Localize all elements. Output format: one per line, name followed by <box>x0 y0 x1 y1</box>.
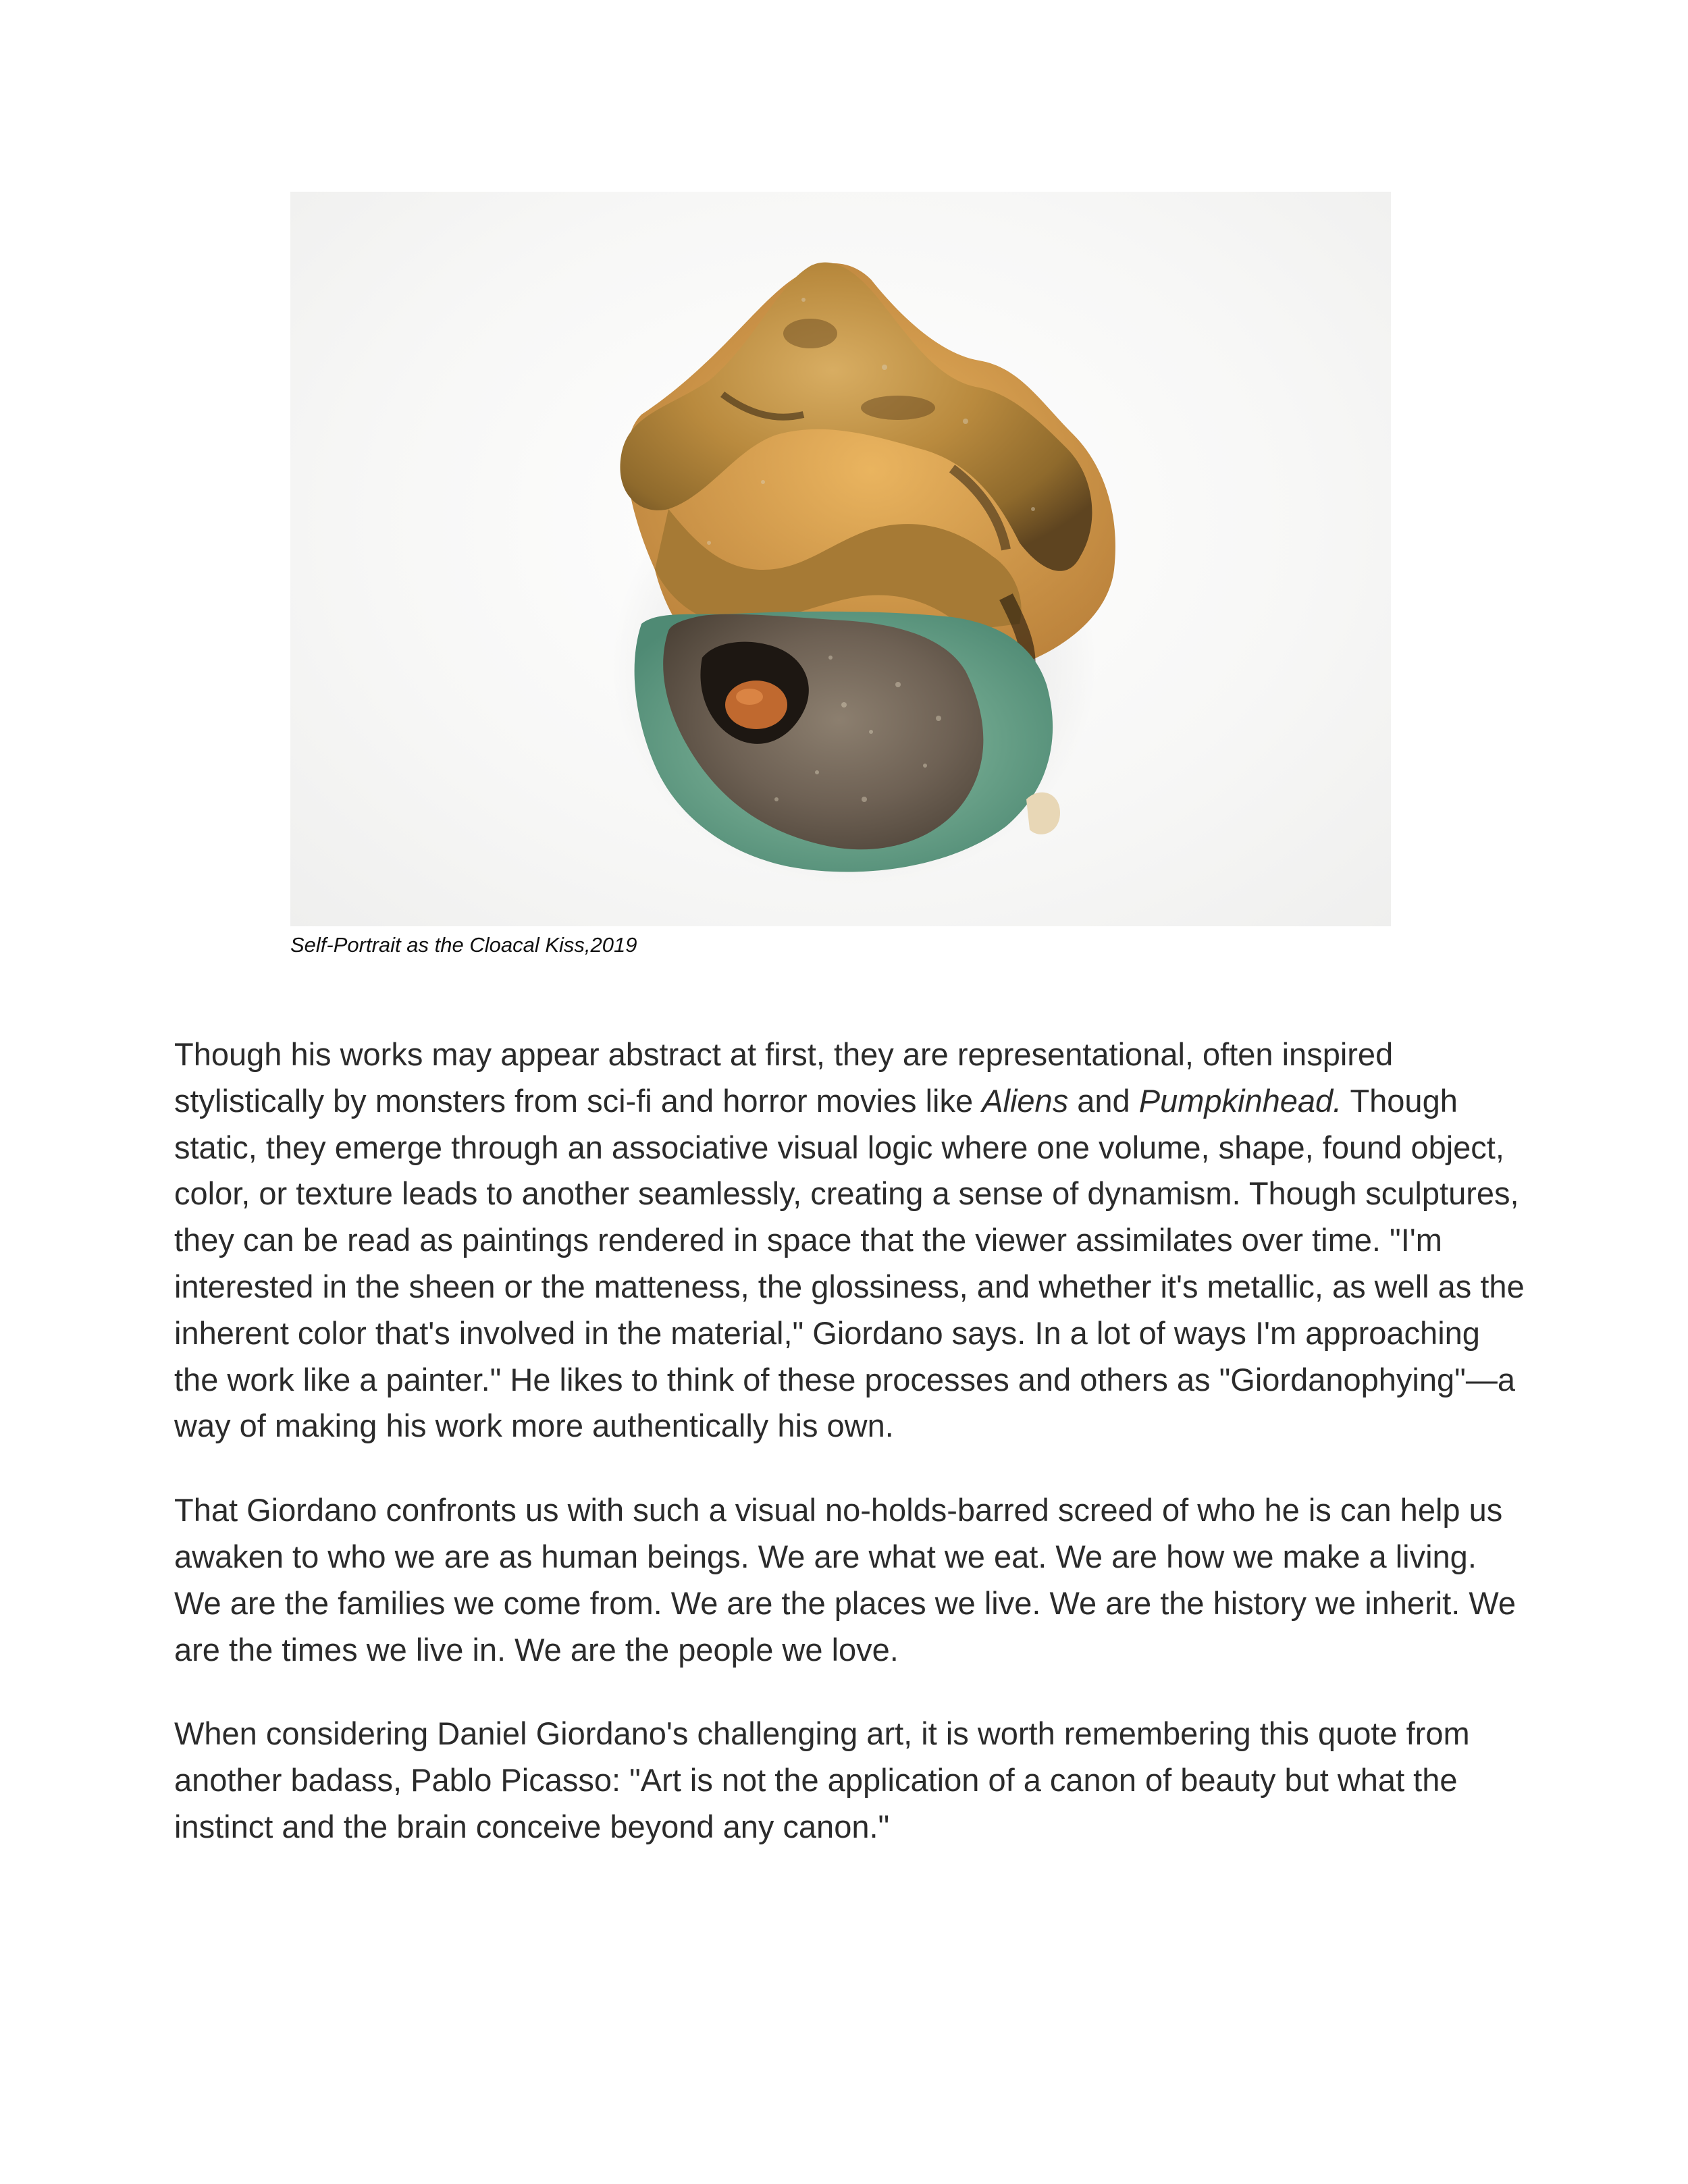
film-title-pumpkinhead: Pumpkinhead. <box>1138 1082 1342 1119</box>
paragraph-3: When considering Daniel Giordano's challenging art, it is worth remembering this quote from another badass, Pablo Picasso: "Art is not the application of a canon of beauty but what the instinct and the brain conceive beyond any canon." <box>174 1715 1470 1844</box>
film-title-aliens: Aliens <box>982 1082 1069 1119</box>
article-body <box>174 1032 1525 1888</box>
paragraph-2: That Giordano confronts us with such a visual no-holds-barred screed of who he is can help us awaken to who we are as human beings. We are what we eat. We are how we make a living. We are the families we come from. We are the places we live. We are the history we inherit. We are the times we live in. We are the people we love. <box>174 1492 1516 1668</box>
paragraph-1-text-c: Though static, they emerge through an associative visual logic where one volume, shape, found object, color, or texture leads to another seamlessly, creating a sense of dynamism. Though sculptures, they can be read as paintings rendered in space that the viewer assimilates over time. "I'm interested in the sheen or the matteness, the glossiness, and whether it's metallic, as well as the inherent color that's involved in the material," Giordano says. In a lot of ways I'm approaching the work like a painter." He likes to think of these processes and others as "Giordanophying"—a way of making his work more authentically his own. <box>174 1082 1525 1444</box>
figure-caption: Self-Portrait as the Cloacal Kiss,2019 <box>290 933 637 957</box>
paragraph-1 <box>174 1032 1525 1449</box>
paragraph-1-text-a: Though his works may appear abstract at first, they are representational, often inspired stylistically by monsters from sci-fi and horror movies like <box>174 1036 1394 1119</box>
artwork-photo <box>290 192 1391 926</box>
sculpture-illustration <box>290 192 1391 926</box>
paragraph-1-text-b: and <box>1068 1082 1139 1119</box>
